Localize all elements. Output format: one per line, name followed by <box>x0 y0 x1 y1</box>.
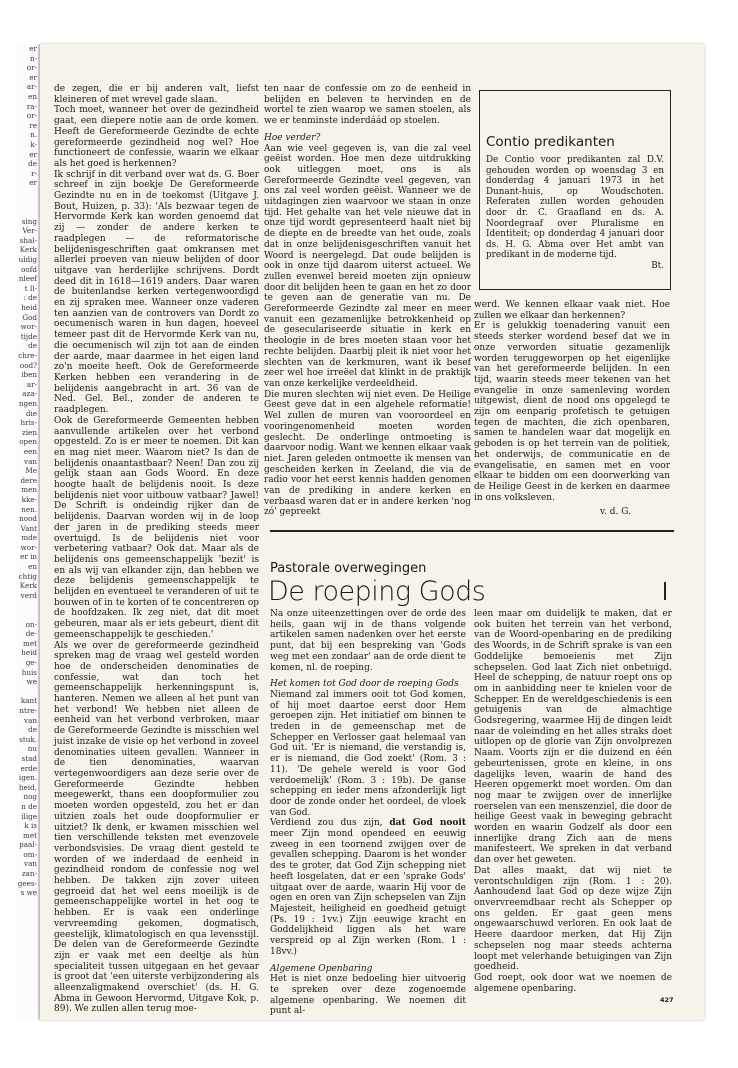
paragraph: Er is gelukkig toenadering vanuit een steeds sterker wordend besef dat we in onze verworden situatie gezamenlijk worden teruggeworpen op het eigenlijke van het gereformeerde belijden. In een tijd, waarin steeds meer tekenen van het evangelie in onze samenleving worden uitgewist, dient de nood ons opgelegd te zijn om eenparig profetisch te getuigen tegen de machten, die zich openbaren, samen te handelen waar dat mogelijk en geboden is op het terrein van de politiek, het onderwijs, de communicatie en de evangelisatie, en samen met en voor elkaar te bidden om een doorwerking van de Heilige Geest in de kerken en daarmee in ons volksleven. <box>474 321 670 503</box>
edge-fragment: er <box>29 72 37 82</box>
edge-fragment <box>0 198 40 208</box>
edge-fragment: huis <box>21 667 37 677</box>
paragraph: Het is niet onze bedoeling hier uitvoerig te spreken over deze zogenoemde algemene openbaring. We noemen dit punt al- <box>270 974 466 1017</box>
edge-fragment: er in <box>20 552 37 562</box>
section-heading: Hoe verder? <box>264 132 321 143</box>
announcement-text: De Contio voor predikanten zal D.V. gehouden worden op woensdag 3 en donderdag 4 januari 1973 in het Dunant-huis, op Woudschoten. Referaten zullen worden gehouden door dr. C. Graafland en ds. A. Noordegraaf over Pluralisme en Identiteit; op donderdag 4 januari door ds. H. G. Abma over Het ambt van predikant in de moderne tijd. <box>486 155 664 261</box>
edge-fragment: ilige <box>21 811 37 821</box>
edge-fragment: de <box>28 725 37 735</box>
paragraph: leen maar om duidelijk te maken, dat er ook buiten het terrein van het verbond, van de Woord-openbaring en de prediking des Woords, in de Schrift sprake is van een Goddelijke bemoeienis met Zijn schepselen. God laat Zich niet onbetuigd. Heel de schepping, de natuur roept ons op om in aanbidding neer te knielen voor de Schepper. En de wereldgeschiedenis is een getuigenis van de almachtige Godsregering, waarmee Hij de dingen leidt naar de voleinding en het alles straks doet uitlopen op de glorie van Zijn onvolprezen Naam. Voorts zijn er die duizend en één gebeurtenissen, grote en kleine, in ons dagelijks leven, waarin de hand des Heeren opgemerkt moet worden. Om dan nog maar te zwijgen over de innerlijke roerselen van een menszenziel, die door de heilige Geest vaak in beweging gebracht worden en waarin Godzelf als door een innerlijke drang Zich aan de mens manifesteert. We spreken in dat verband dan over het geweten. <box>474 609 672 866</box>
edge-fragment: heid <box>21 648 37 658</box>
edge-fragment: re <box>29 120 37 130</box>
edge-fragment <box>0 610 40 620</box>
column-left <box>54 84 259 1015</box>
edge-fragment: stad <box>21 753 37 763</box>
edge-fragment: zan- <box>21 869 37 879</box>
edge-fragment: er <box>29 44 37 53</box>
edge-fragment: met <box>23 638 37 648</box>
section-heading: Het komen tot God door de roeping Gods <box>270 679 459 690</box>
section-heading: Algemene Openbaring <box>270 963 373 974</box>
edge-fragment: mde <box>21 533 37 543</box>
article-kicker: Pastorale overwegingen <box>270 561 427 576</box>
edge-fragment: iben <box>21 370 37 380</box>
paragraph: de zegen, die er bij anderen valt, liefst kleineren of met wrevel gade slaan. <box>54 84 259 105</box>
edge-fragment: heid <box>21 303 37 313</box>
paragraph: Na onze uiteenzettingen over de orde des heils, gaan wij in de thans volgende artikelen samen nadenken over het eerste punt, dat bij een bespreking van 'Gods weg met een zondaar' aan de orde dient te komen, nl. de roeping. <box>270 609 466 673</box>
edge-fragment: or- <box>26 111 37 121</box>
edge-fragment: k- <box>30 139 37 149</box>
edge-fragment: s we <box>20 888 37 898</box>
edge-fragment: wor- <box>20 542 37 552</box>
edge-fragment: ar- <box>26 82 37 92</box>
edge-fragment: God <box>22 312 37 322</box>
edge-fragment: hris- <box>20 418 37 428</box>
edge-fragment: van <box>24 456 37 466</box>
edge-fragment: van <box>24 859 37 869</box>
paragraph: Die muren slechten wij niet even. De Heilige Geest geve dat in een algehele reformatie! Wel zullen de muren van vooroordeel en vooringenomenheid moeten worden geslecht. De onderlinge ontmoeting is daarvoor nodig. Want we kennen elkaar vaak niet. Jaren geleden ontmoette ik mensen van gescheiden kerken in Zeeland, die via de radio voor het eerst kennis hadden genomen van de prediking in andere kerken en verbaasd waren dat er in andere kerken 'nog zó' gepreekt <box>264 389 471 518</box>
adjacent-page-edge <box>0 44 40 1020</box>
paragraph: Dat alles maakt, dat wij niet te verontschuldigen zijn (Rom. 1 : 20). Aanhoudend laat God op deze wijze Zijn onvervreemdbaar recht als Schepper op ons gelden. Er gaat geen mens ongewaarschuwd verloren. En ook laat de Heere daardoor merken, dat Hij Zijn schepselen nog maar steeds achterna loopt met velerhande betuigingen van Zijn goedheid. <box>474 865 672 973</box>
edge-fragment: de- <box>25 629 37 639</box>
paragraph: werd. We kennen elkaar vaak niet. Hoe zullen we elkaar dan herkennen? <box>474 300 670 321</box>
edge-fragment <box>0 188 40 198</box>
article-column-2 <box>474 609 672 994</box>
edge-fragment: met <box>23 830 37 840</box>
paragraph: Verdiend zou dus zijn, dat God nooit meer Zijn mond opendeed en eeuwig zweeg in een toornend zwijgen over de gevallen schepping. Daarom is het wonder des te groter, dat God Zijn schepping niet heeft losgelaten, dat er een 'sprake Gods' uitgaat over de aarde, waarin Hij voor de ogen en oren van Zijn schepselen van Zijn Majesteit, heiligheid en goedheid getuigt (Ps. 19 : 1vv.) Zijn eeuwige kracht en Goddelijkheid liggen als het ware verspreid op al Zijn werken (Rom. 1 : 18vv.) <box>270 818 466 957</box>
edge-fragment: n de <box>21 801 37 811</box>
edge-fragment: ge- <box>25 658 37 667</box>
edge-fragment: chtig <box>18 571 37 581</box>
edge-fragment: zien <box>22 427 37 437</box>
article-title: De roeping Gods <box>268 576 486 607</box>
edge-fragment: open <box>19 437 37 447</box>
announcement-title: Contio predikanten <box>486 134 615 150</box>
edge-fragment: van <box>24 715 37 725</box>
edge-fragment: heid, <box>18 782 37 792</box>
edge-fragment: igen. <box>18 773 37 783</box>
section-rule <box>270 530 674 532</box>
edge-fragment: : de <box>23 293 37 303</box>
edge-fragment: dere <box>20 475 37 485</box>
article-column-1 <box>270 609 466 1017</box>
edge-fragment: uldig <box>18 255 37 265</box>
edge-fragment: ntre- <box>19 705 37 715</box>
edge-fragment: ood? <box>19 360 37 370</box>
paragraph: Niemand zal immers ooit tot God komen, of hij moet daartoe eerst door Hem geroepen zijn. Het initiatief om binnen te treden in de gemeenschap met de Schepper en Verlosser gaat helemaal van God uit. 'Er is niemand, die verstandig is, er is niemand, die God zoekt' (Rom. 3 : 11). 'De gehele wereld is voor God verdoemelijk' (Rom. 3 : 19b). De ganse schepping en ieder mens afzonderlijk ligt door de zonde onder het oordeel, de vloek van God. <box>270 689 466 818</box>
edge-fragment: tijde <box>20 331 37 341</box>
edge-fragment: die <box>25 408 37 418</box>
edge-fragment: de <box>28 341 37 351</box>
edge-fragment: oofd <box>21 264 37 274</box>
edge-fragment: kant <box>20 696 37 706</box>
edge-fragment: erde <box>20 763 37 773</box>
edge-fragment: Ver- <box>22 226 37 236</box>
edge-fragment: en <box>28 562 37 572</box>
edge-fragment: chre- <box>18 351 37 360</box>
adjacent-page-fragments <box>0 44 40 898</box>
edge-fragment: t ll- <box>24 283 37 293</box>
edge-fragment: nleef <box>18 274 37 284</box>
paragraph: Aan wie veel gegeven is, van die zal veel geëist worden. Hoe men deze uitdrukking ook uitleggen moet, ons is als Gereformeerde Gezindte veel gegeven, van ons zal veel worden geëist. Wanneer we de uitdagingen zien waarvoor we staan in onze tijd. Het gehalte van het vele nieuwe dat in onze tijd wordt gepresenteerd haalt niet bij de diepte en de breedte van het oude, zoals dat in onze belijdenisgeschriften vanuit het Woord is neergelegd. Dat oude belijden is ook in onze tijd daarom uiterst actueel. We zullen evenwel bereid moeten zijn opnieuw door dit belijden heen te gaan en het zo door te geven aan de generatie van nu. De Gereformeerde Gezindte zal meer en meer vanuit een gezamenlijke betrokkenheid op de geseculariseerde situatie in kerk en theologie in de bres moeten staan voor het rechte belijden. Daarbij pleit ik niet voor het slechten van de kerkmuren, want ik besef zeer wel hoe irreëel dat klinkt in de praktijk van onze kerkelijke verdeeldheid. <box>264 143 471 389</box>
paragraph: Als we over de gereformeerde gezindheid spreken mag de vraag wel gesteld worden hoe de onderscheiden denominaties de confessie, wat dan toch het gemeenschappelijk herkenningspunt is, hanteren. Nemen we alleen al het punt van het verbond! We hebben niet alleen de eenheid van het verbond verbroken, maar de Gereformeerde Gezindte is misschien wel juist inzake de visie op het verbond in zoveel denominaties uiteen gevallen. Wanneer in de tien denominaties, waarvan vertegenwoordigers aan deze serie over de Gereformeerde Gezindte hebben meegewerkt, thans een doopformulier zou moeten worden opgesteld, zou het er dan uitzien zoals het oude doopformulier er uitziet? Ik denk, er kwamen misschien wel tien verschillende teksten met evenzovele verbondsvisies. De vraag dient gesteld te worden of we inderdaad de eenheid in gezindheid rondom de confessie nog wel hebben. De takken zijn zover uiteen gegroeid dat het wel eens moeilijk is de gemeenschappelijke wortel in het oog te hebben. Er is vaak een onderlinge vervreemding gekomen, dogmatisch, geestelijk, klimatologisch en qua levensstijl. De delen van de Gereformeerde Gezindte zijn er vaak met een deeltje als hùn specialiteit tussen uitgegaan en het gevaar is groot dat 'een uiterste verbijzondering als alleenzaligmakend overschiet' (ds. H. G. Abma in Gewoon Hervormd, Uitgave Kok, p. 89). We zullen allen terug moe- <box>54 640 259 1015</box>
edge-fragment: om- <box>23 849 37 859</box>
edge-fragment: or- <box>26 63 37 73</box>
edge-fragment <box>0 687 40 697</box>
edge-fragment: nen. <box>21 504 37 514</box>
edge-fragment: sing <box>21 216 37 226</box>
edge-fragment: gees- <box>17 878 37 888</box>
edge-fragment: Me <box>25 466 37 476</box>
announcement-signoff: Bt. <box>651 260 664 271</box>
paragraph: God roept, ook door wat we noemen de algemene openbaring. <box>474 972 672 994</box>
paragraph: Ik schrijf in dit verband over wat ds. G. Boer schreef in zijn boekje De Gereformeerde Gezindte nu en in de toekomst (Uitgave J. Bout, Huizen, p. 33): 'Als bezwaar tegen de Hervormde Kerk kan worden genoemd dat zij — zonder de andere kerken te raadplegen — de reformatorische belijdenisgeschriften gaat omkransen met allerlei proeven van nieuw belijden of door uitgave van herderlijke schrijvens. Dordt deed dit in 1618—1619 anders. Daar waren de buitenlandse kerken vertegenwoordigd en zij spraken mee. Wanneer onze vaderen ten aanzien van de controvers van Dordt zo oecumenisch waren in hun dagen, hoeveel temeer past dit de Hervormde Kerk van nu, die oecumenisch wil zijn tot aan de einden der aarde, maar daarmee in het eigen land zo'n moeite heeft. Ook de Gereformeerde Kerken hebben een verandering in de belijdenis aangebracht in art. 36 van de Ned. Gel. Bel., zonder de anderen te raadplegen. <box>54 169 259 416</box>
edge-fragment: Kerk <box>19 581 37 591</box>
edge-fragment: ar- <box>26 379 37 389</box>
author-signature: v. d. G. <box>600 507 631 517</box>
edge-fragment: men <box>21 485 37 495</box>
paragraph: Toch moet, wanneer het over de gezindheid gaat, een diepere notie aan de orde komen. Heeft de Gereformeerde Gezindte de echte gereformeerde gezindheid nog wel? Hoe functioneert de confessie, waarin we elkaar als het goed is herkennen? <box>54 105 259 169</box>
column-right <box>474 300 670 503</box>
edge-fragment: verd <box>20 590 37 600</box>
paragraph: Ook de Gereformeerde Gemeenten hebben aanvullende artikelen over het verbond opgesteld. Zo is er meer te noemen. Dit kan en mag niet meer. Waarom niet? Is dan de belijdenis onaantastbaar? Neen! Dan zou zij gelijk staan aan Gods Woord. En deze hoogte haalt de belijdenis nooit. Is deze belijdenis niet voor uitbouw vatbaar? Jawel! De Schrift is ondeindig rijker dan de belijdenis. Daarvan worden wij in de loop der jaren in de prediking steeds meer overtuigd. Is de belijdenis niet voor verbetering vatbaar? Ook dat. Maar als de belijdenis ons gemeenschappelijk 'bezit' is en als wij van elkander zijn, dan hebben we deze belijdenis gemeenschappelijk te belijden en eventueel te veranderen of uit te bouwen of in te korten of te concentreren op de hoofdzaken. Ik zeg niet, dat dit moet gebeuren, maar als er iets gebeurt, dient dit gemeenschappelijk te geschieden.' <box>54 415 259 640</box>
edge-fragment: paal- <box>19 840 37 850</box>
edge-fragment: n- <box>29 53 37 63</box>
edge-fragment: n. <box>30 130 37 140</box>
part-marker <box>664 582 666 600</box>
edge-fragment: er <box>29 149 37 159</box>
edge-fragment: nu <box>27 744 37 754</box>
announcement-body <box>486 155 664 272</box>
edge-fragment: stuk. <box>19 734 37 744</box>
edge-fragment: de <box>28 159 37 169</box>
edge-fragment: ngen <box>18 398 37 408</box>
edge-fragment <box>0 207 40 217</box>
page-number: 427 <box>660 996 674 1004</box>
edge-fragment: r- <box>31 168 37 178</box>
edge-fragment: nood <box>19 514 37 524</box>
edge-fragment: en <box>28 91 37 101</box>
edge-fragment: Kerk <box>19 245 37 255</box>
edge-fragment: aza- <box>22 389 37 399</box>
edge-fragment <box>0 600 40 610</box>
edge-fragment: een <box>23 446 37 456</box>
edge-fragment: on- <box>25 619 37 629</box>
edge-fragment: wor- <box>20 322 37 332</box>
edge-fragment: nog <box>23 792 37 802</box>
column-middle <box>264 84 471 518</box>
edge-fragment: we <box>26 677 37 687</box>
edge-fragment: k is <box>24 821 37 831</box>
edge-fragment: shal- <box>19 235 37 245</box>
edge-fragment: er <box>29 178 37 188</box>
edge-fragment: Vant <box>20 523 37 533</box>
edge-fragment: kke- <box>21 494 37 504</box>
paragraph: ten naar de confessie om zo de eenheid in belijden en beleven te hervinden en de wortel te zien waarop we samen stoelen, als we er tenminste inderdáád op stoelen. <box>264 84 471 127</box>
edge-fragment: ra- <box>26 101 37 111</box>
